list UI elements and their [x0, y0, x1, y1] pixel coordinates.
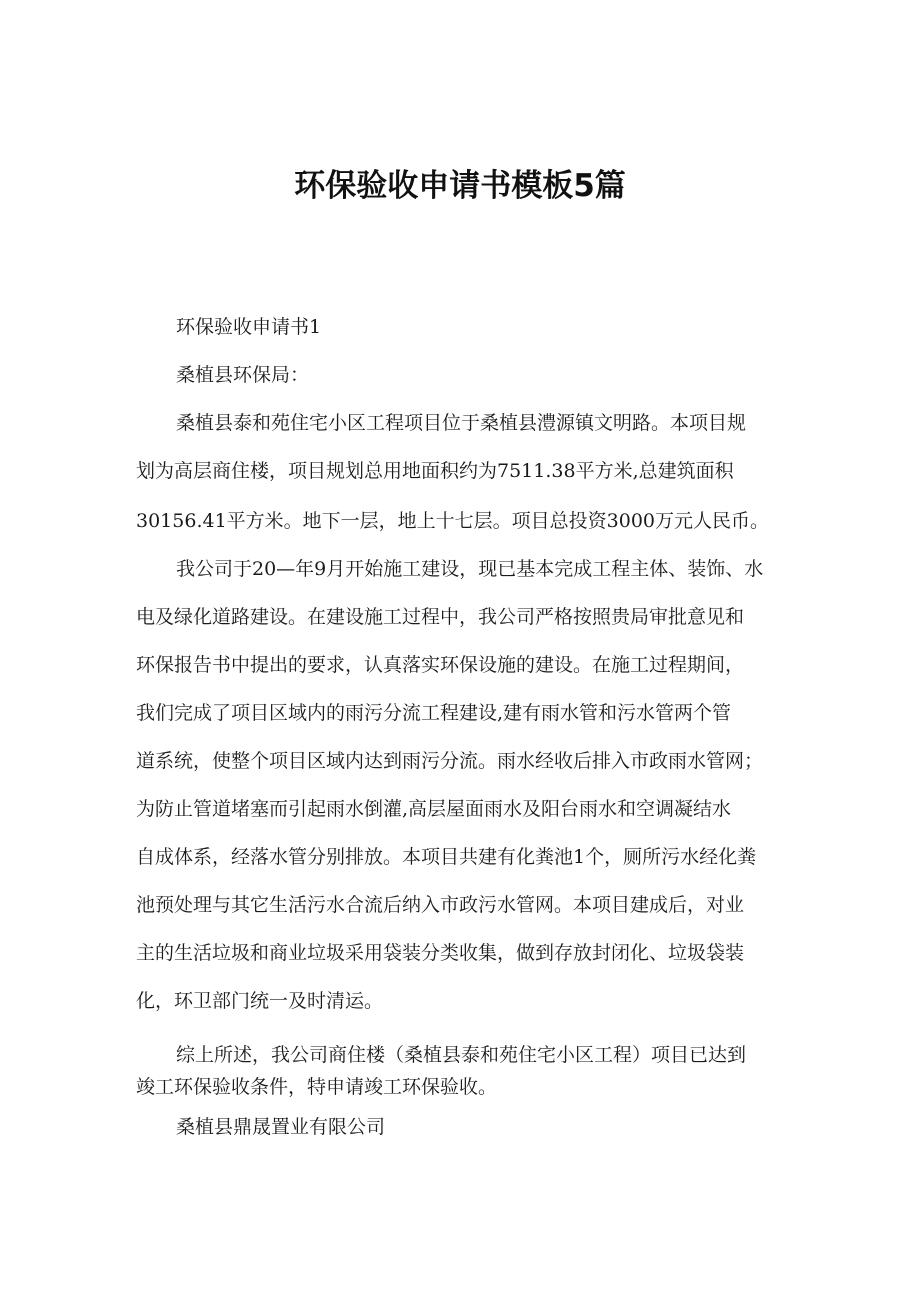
paragraph-line: 综上所述，我公司商住楼（桑植县泰和苑住宅小区工程）项目已达到 — [176, 1044, 747, 1066]
paragraph-line: 主的生活垃圾和商业垃圾采用袋装分类收集，做到存放封闭化、垃圾袋装 — [136, 942, 745, 964]
signature: 桑植县鼎晟置业有限公司 — [176, 1116, 386, 1138]
paragraph-line: 池预处理与其它生活污水合流后纳入市政污水管网。本项目建成后，对业 — [136, 894, 745, 916]
paragraph-line: 30156.41平方米。地下一层，地上十七层。项目总投资3000万元人民币。 — [136, 510, 770, 532]
addressee: 桑植县环保局： — [176, 364, 310, 386]
paragraph-line: 划为高层商住楼，项目规划总用地面积约为7511.38平方米,总建筑面积 — [136, 460, 734, 482]
paragraph-line: 环保报告书中提出的要求，认真落实环保设施的建设。在施工过程期间， — [136, 654, 745, 676]
paragraph-line: 为防止管道堵塞而引起雨水倒灌,高层屋面雨水及阳台雨水和空调凝结水 — [136, 798, 732, 820]
paragraph-line: 我公司于20—年9月开始施工建设，现已基本完成工程主体、装饰、水 — [176, 558, 764, 580]
page-title: 环保验收申请书模板5篇 — [294, 168, 626, 204]
paragraph-line: 道系统，使整个项目区域内达到雨污分流。雨水经收后排入市政雨水管网； — [136, 750, 764, 772]
paragraph-line: 电及绿化道路建设。在建设施工过程中，我公司严格按照贵局审批意见和 — [136, 606, 745, 628]
paragraph-line: 桑植县泰和苑住宅小区工程项目位于桑植县澧源镇文明路。本项目规 — [176, 412, 747, 434]
document-subtitle: 环保验收申请书1 — [176, 316, 322, 338]
paragraph-line: 化，环卫部门统一及时清运。 — [136, 990, 384, 1012]
paragraph-line: 竣工环保验收条件，特申请竣工环保验收。 — [136, 1076, 498, 1098]
paragraph-line: 我们完成了项目区域内的雨污分流工程建设,建有雨水管和污水管两个管 — [136, 702, 732, 724]
paragraph-line: 自成体系，经落水管分别排放。本项目共建有化粪池1个，厕所污水经化粪 — [136, 846, 757, 868]
